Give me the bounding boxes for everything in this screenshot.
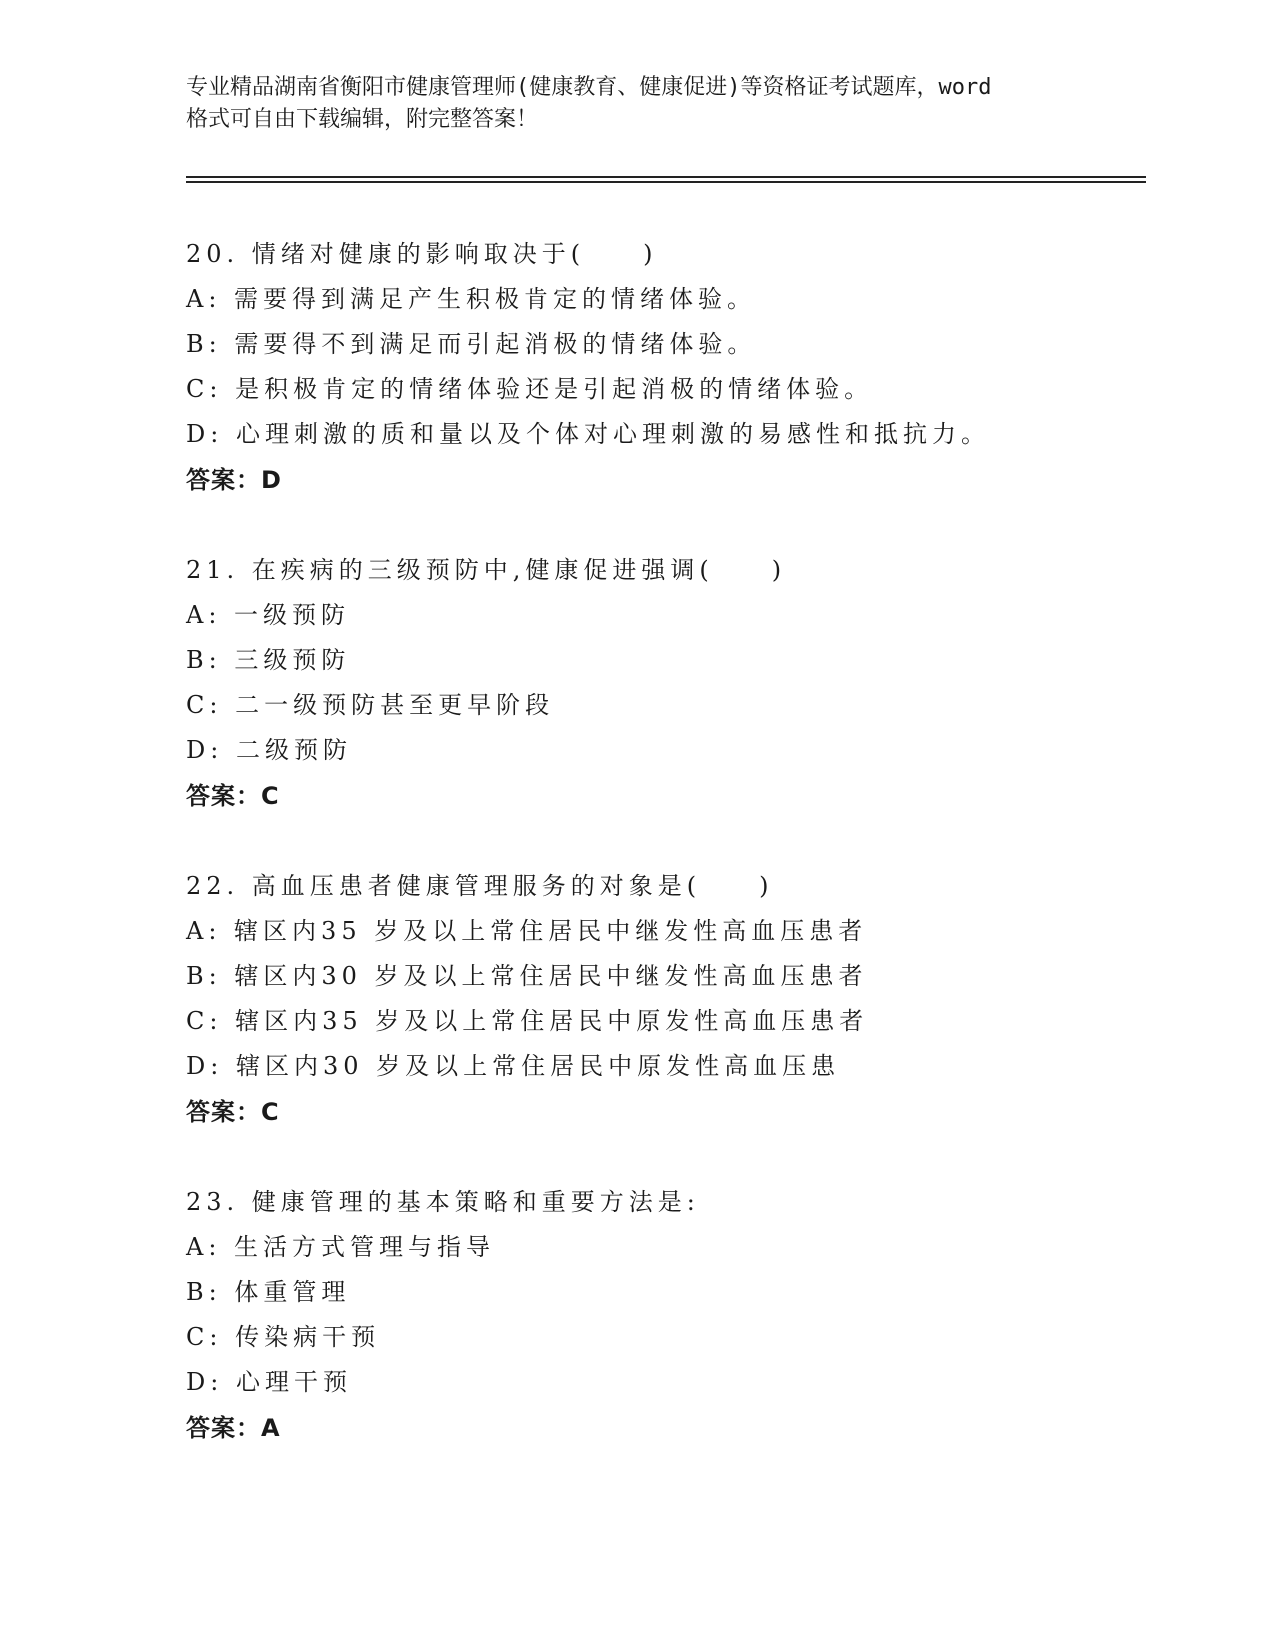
option-a: A: 辖区内35 岁及以上常住居民中继发性高血压患者 [186, 917, 868, 945]
question-stem: 21. 在疾病的三级预防中,健康促进强调( ) [186, 556, 787, 584]
question-stem: 20. 情绪对健康的影响取决于( ) [186, 240, 658, 268]
header-rule-top [186, 176, 1146, 178]
option-c: C: 传染病干预 [186, 1323, 381, 1351]
option-c: C: 二一级预防甚至更早阶段 [186, 691, 555, 719]
option-d: D: 心理刺激的质和量以及个体对心理刺激的易感性和抵抗力。 [186, 420, 990, 448]
option-b: B: 三级预防 [186, 646, 351, 674]
header-line-2: 格式可自由下载编辑，附完整答案！ [186, 107, 539, 132]
question-23 [186, 1180, 1146, 1451]
answer: 答案：A [186, 1414, 281, 1442]
option-d: D: 心理干预 [186, 1368, 352, 1396]
option-b: B: 体重管理 [186, 1278, 351, 1306]
option-d: D: 辖区内30 岁及以上常住居民中原发性高血压患 [186, 1052, 841, 1080]
question-21 [186, 548, 1146, 819]
document-header [186, 72, 1086, 136]
option-a: A: 需要得到满足产生积极肯定的情绪体验。 [186, 285, 757, 313]
option-a: A: 生活方式管理与指导 [186, 1233, 496, 1261]
option-c: C: 辖区内35 岁及以上常住居民中原发性高血压患者 [186, 1007, 869, 1035]
header-rule-bottom [186, 181, 1146, 183]
option-c: C: 是积极肯定的情绪体验还是引起消极的情绪体验。 [186, 375, 874, 403]
question-20 [186, 232, 1146, 503]
question-stem: 22. 高血压患者健康管理服务的对象是( ) [186, 872, 774, 900]
header-line-1: 专业精品湖南省衡阳市健康管理师(健康教育、健康促进)等资格证考试题库，word [186, 75, 992, 100]
answer: 答案：C [186, 782, 280, 810]
option-b: B: 辖区内30 岁及以上常住居民中继发性高血压患者 [186, 962, 868, 990]
option-b: B: 需要得不到满足而引起消极的情绪体验。 [186, 330, 757, 358]
option-a: A: 一级预防 [186, 601, 351, 629]
option-d: D: 二级预防 [186, 736, 352, 764]
question-stem: 23. 健康管理的基本策略和重要方法是: [186, 1188, 700, 1216]
question-22 [186, 864, 1146, 1135]
answer: 答案：D [186, 466, 282, 494]
answer: 答案：C [186, 1098, 280, 1126]
